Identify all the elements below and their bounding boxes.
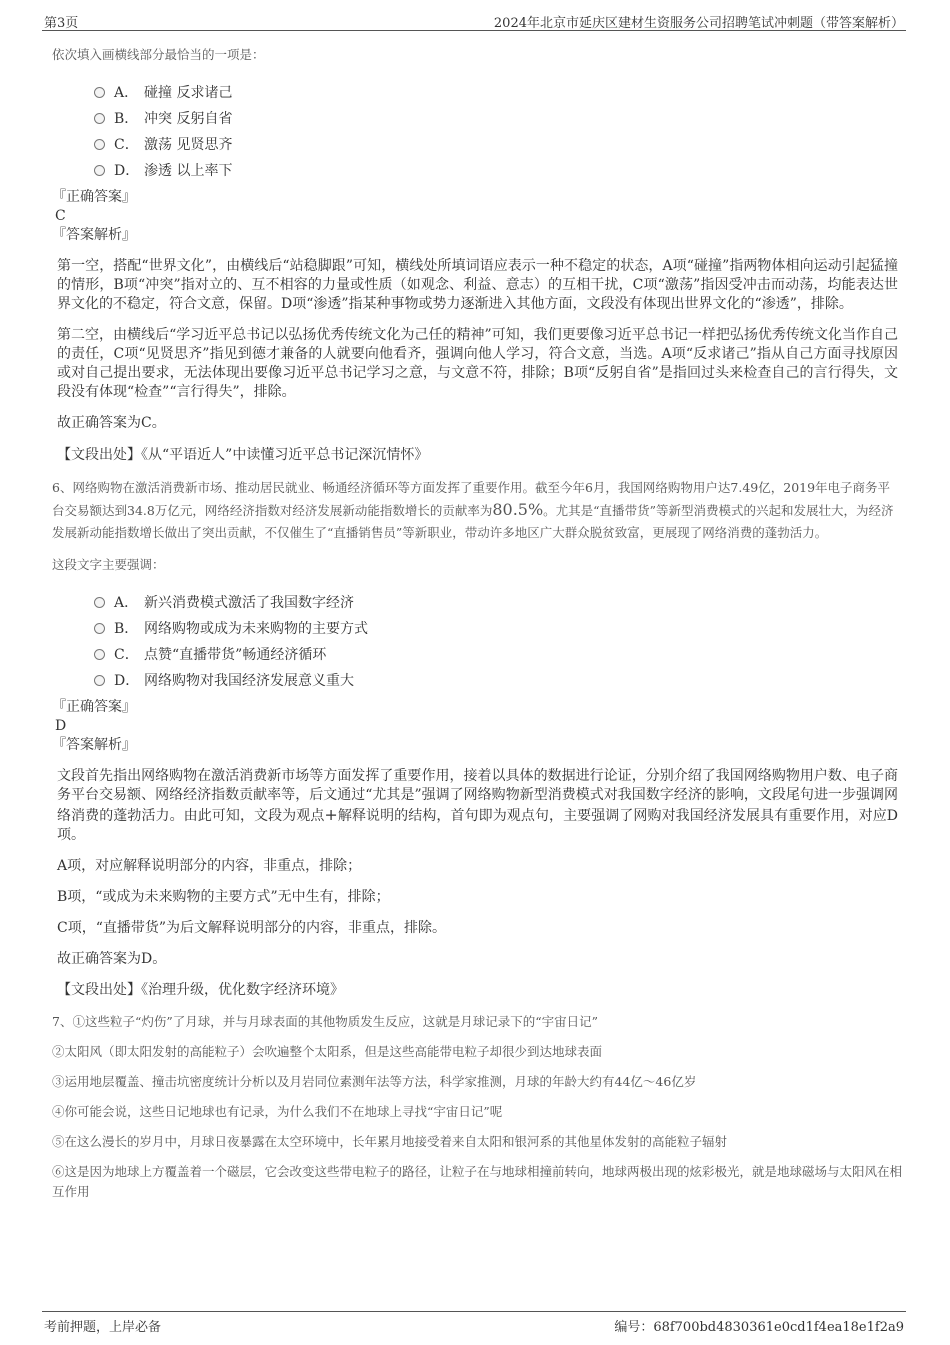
percent-value: 80.5%: [492, 500, 544, 519]
q5-analysis-paragraph: 第一空，搭配“世界文化”，由横线后“站稳脚跟”可知，横线处所填词语应表示一种不稳定的状态，A项“碰撞”指两物体相向运动引起猛撞的情形，B项“冲突”指对立的、互不相容的力量或性质（如观念、利益、意志）的互相干扰，C项“激荡”指因受冲击而动荡，均能表达世界文化的不稳定，符合文意，保留。D项“渗透”指某种事物或势力逐渐进入其他方面，文段没有体现出世界文化的“渗透”，排除。: [57, 258, 898, 312]
plus-sign: +: [324, 805, 338, 824]
q5-answer-label: 『正确答案』: [52, 189, 136, 205]
q5-analysis-label: 『答案解析』: [52, 227, 136, 243]
q6-analysis-paragraph: 文段首先指出网络购物在激活消费新市场等方面发挥了重要作用，接着以具体的数据进行论证，分别介绍了我国网络购物用户数、电子商务平台交易额、网络经济指数贡献率等，后文通过“尤其是”强调了网络购物新型消费模式对我国数字经济的影响，文段尾句进一步强调网络消费的蓬勃活力。由此可知，文段为观点+解释说明的结构，首句即为观点句，主要强调了网购对我国经济发展具有重要作用，对应D项。: [57, 768, 898, 843]
q6-stem: 6、网络购物在激活消费新市场、推动居民就业、畅通经济循环等方面发挥了重要作用。截至今年6月，我国网络购物用户达7.49亿，2019年电子商务平台交易额达到34.8万亿元，网络经济指数对经济发展新动能指数增长的贡献率为80.5%。尤其是“直播带货”等新型消费模式的兴起和发展壮大，为经济发展新动能指数增长做出了突出贡献，不仅催生了“直播销售员”等新职业，带动许多地区广大群众脱贫致富，更展现了网络消费的蓬勃活力。: [52, 480, 894, 540]
q5-analysis-paragraph: 第二空，由横线后“学习近平总书记以弘扬优秀传统文化为己任的精神”可知，我们更要像习近平总书记一样把弘扬优秀传统文化当作自己的责任，C项“见贤思齐”指见到德才兼备的人就要向他看齐，强调向他人学习，符合文意，当选。A项“反求诸己”指从自己方面寻找原因或对自己提出要求，无法体现出要像习近平总书记学习之意，与文意不符，排除；B项“反躬自省”是指回过头来检查自己的言行得失，文段没有体现“检查”“言行得失”，排除。: [57, 327, 898, 400]
q5-source: 【文段出处】《从“平语近人”中读懂习近平总书记深沉情怀》: [57, 447, 429, 463]
q6-option-a[interactable]: A． 新兴消费模式激活了我国数字经济: [94, 590, 902, 616]
q6-answer: D: [55, 718, 67, 734]
document-title: 2024年北京市延庆区建材生资服务公司招聘笔试冲刺题（带答案解析）: [493, 16, 904, 31]
q5-option-a[interactable]: A． 碰撞 反求诸己: [94, 80, 902, 106]
radio-icon[interactable]: [94, 113, 105, 124]
q7-line: ②太阳风（即太阳发射的高能粒子）会吹遍整个太阳系，但是这些高能带电粒子却很少到达地球表面: [52, 1044, 603, 1059]
q5-prompt: 依次填入画横线部分最恰当的一项是：: [52, 47, 265, 62]
page-content: [52, 40, 902, 1202]
radio-icon[interactable]: [94, 597, 105, 608]
page-footer: [42, 1311, 906, 1338]
q6-source: 【文段出处】《治理升级，优化数字经济环境》: [57, 982, 344, 998]
document-id: 编号：68f700bd4830361e0cd1f4ea18e1f2a9: [614, 1320, 904, 1335]
radio-icon[interactable]: [94, 649, 105, 660]
footer-slogan: 考前押题，上岸必备: [44, 1320, 162, 1335]
q7-line: ④你可能会说，这些日记地球也有记录，为什么我们不在地球上寻找“宇宙日记”呢: [52, 1104, 503, 1119]
page-number: 第3页: [44, 16, 79, 31]
q5-option-b[interactable]: B． 冲突 反躬自省: [94, 106, 902, 132]
q6-options: [94, 590, 902, 694]
q7-line: 7、①这些粒子“灼伤”了月球，并与月球表面的其他物质发生反应，这就是月球记录下的“宇宙日记”: [52, 1014, 599, 1029]
q7-line: ⑤在这么漫长的岁月中，月球日夜暴露在太空环境中，长年累月地接受着来自太阳和银河系的其他星体发射的高能粒子辐射: [52, 1134, 728, 1149]
q7-line: ⑥这是因为地球上方覆盖着一个磁层，它会改变这些带电粒子的路径，让粒子在与地球相撞前转向，地球两极出现的炫彩极光，就是地球磁场与太阳风在相互作用: [52, 1164, 903, 1199]
radio-icon[interactable]: [94, 165, 105, 176]
q6-analysis-paragraph: A项，对应解释说明部分的内容，非重点，排除；: [57, 858, 362, 874]
q6-analysis-label: 『答案解析』: [52, 737, 136, 753]
q5-option-d[interactable]: D． 渗透 以上率下: [94, 158, 902, 184]
q5-option-c[interactable]: C． 激荡 见贤思齐: [94, 132, 902, 158]
q6-conclusion: 故正确答案为D。: [57, 951, 167, 967]
q6-analysis-paragraph: C项，“直播带货”为后文解释说明部分的内容，非重点，排除。: [57, 920, 447, 936]
q5-options: [94, 80, 902, 184]
q6-option-b[interactable]: B． 网络购物或成为未来购物的主要方式: [94, 616, 902, 642]
radio-icon[interactable]: [94, 139, 105, 150]
q6-option-d[interactable]: D． 网络购物对我国经济发展意义重大: [94, 668, 902, 694]
q5-answer: C: [55, 208, 66, 224]
radio-icon[interactable]: [94, 87, 105, 98]
q6-answer-label: 『正确答案』: [52, 699, 136, 715]
page-header: [42, 8, 906, 31]
q5-conclusion: 故正确答案为C。: [57, 415, 166, 431]
radio-icon[interactable]: [94, 623, 105, 634]
q6-option-c[interactable]: C． 点赞“直播带货”畅通经济循环: [94, 642, 902, 668]
q6-analysis-paragraph: B项，“或成为未来购物的主要方式”无中生有，排除；: [57, 889, 390, 905]
q6-prompt: 这段文字主要强调：: [52, 557, 165, 572]
radio-icon[interactable]: [94, 675, 105, 686]
q7-line: ③运用地层覆盖、撞击坑密度统计分析以及月岩同位素测年法等方法，科学家推测，月球的年龄大约有44亿～46亿岁: [52, 1074, 697, 1089]
